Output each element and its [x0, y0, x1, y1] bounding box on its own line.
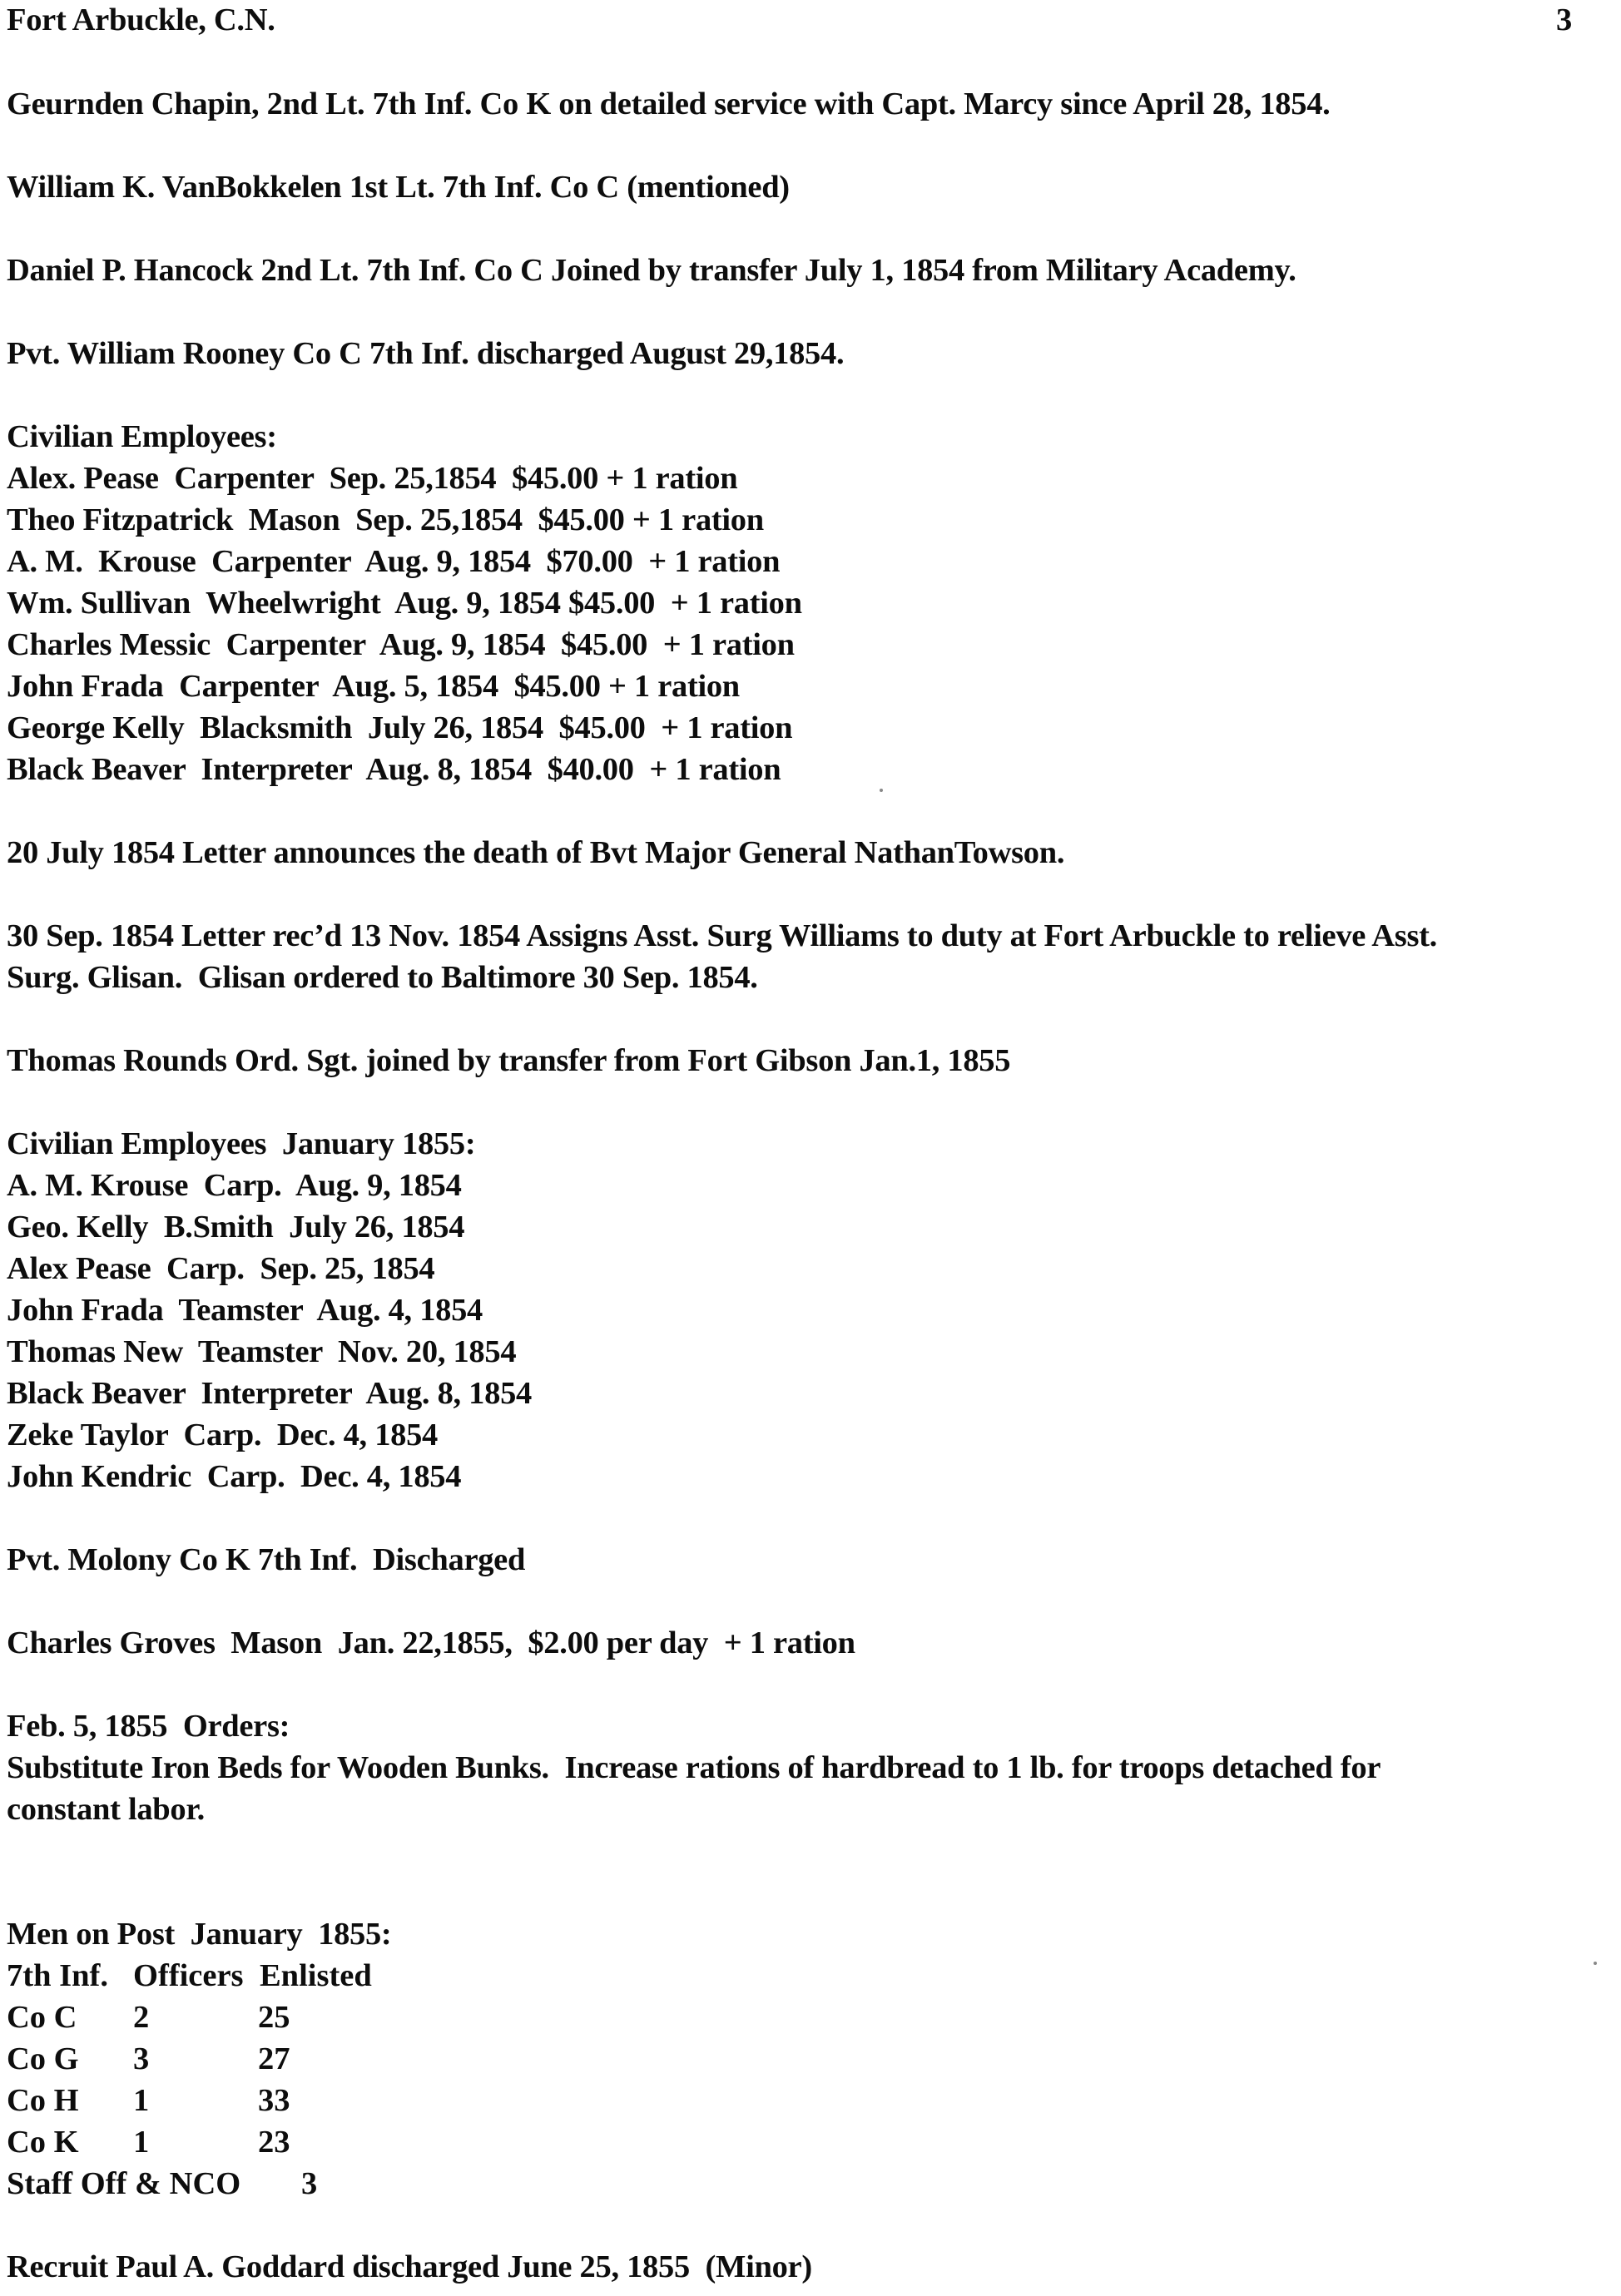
employee-row: John Frada Carpenter Aug. 5, 1854 $45.00 + 1 ration	[7, 669, 740, 704]
orders-heading: Feb. 5, 1855 Orders:	[7, 1709, 290, 1744]
employee-row: Wm. Sullivan Wheelwright Aug. 9, 1854 $45.00 + 1 ration	[7, 586, 802, 621]
employee-row: George Kelly Blacksmith July 26, 1854 $45.00 + 1 ration	[7, 710, 793, 745]
employee-row: Black Beaver Interpreter Aug. 8, 1854 $40.00 + 1 ration	[7, 752, 781, 787]
page-number: 3	[1556, 2, 1573, 37]
transfer-note: Thomas Rounds Ord. Sgt. joined by transfer from Fort Gibson Jan.1, 1855	[7, 1043, 1011, 1078]
table-header-officers: Officers	[133, 1958, 244, 1993]
employee-row: Charles Messic Carpenter Aug. 9, 1854 $45.00 + 1 ration	[7, 627, 795, 662]
table-cell-unit: Co G	[7, 2041, 79, 2076]
table-cell-officers: 2	[133, 2000, 150, 2035]
letter-note: Surg. Glisan. Glisan ordered to Baltimore 30 Sep. 1854.	[7, 960, 758, 995]
letter-note: 20 July 1854 Letter announces the death of Bvt Major General NathanTowson.	[7, 835, 1065, 870]
table-cell-officers: 3	[133, 2041, 150, 2076]
letter-note: 30 Sep. 1854 Letter rec’d 13 Nov. 1854 Assigns Asst. Surg Williams to duty at Fort Arbuckle to relieve Asst.	[7, 918, 1437, 953]
table-staff-value: 3	[301, 2166, 318, 2201]
table-cell-unit: Co C	[7, 2000, 77, 2035]
employee-row: A. M. Krouse Carpenter Aug. 9, 1854 $70.00 + 1 ration	[7, 544, 781, 579]
employee-row: Black Beaver Interpreter Aug. 8, 1854	[7, 1376, 532, 1411]
officer-entry: Geurnden Chapin, 2nd Lt. 7th Inf. Co K on detailed service with Capt. Marcy since April 28, 1854.	[7, 87, 1331, 121]
discharge-note: Pvt. Molony Co K 7th Inf. Discharged	[7, 1542, 526, 1577]
men-on-post-heading: Men on Post January 1855:	[7, 1917, 392, 1952]
table-cell-unit: Co K	[7, 2125, 79, 2160]
groves-note: Charles Groves Mason Jan. 22,1855, $2.00 per day + 1 ration	[7, 1626, 855, 1660]
table-cell-enlisted: 25	[258, 2000, 290, 2035]
orders-text: Substitute Iron Beds for Wooden Bunks. Increase rations of hardbread to 1 lb. for troops detached for	[7, 1750, 1381, 1785]
table-cell-enlisted: 27	[258, 2041, 290, 2076]
final-note: Recruit Paul A. Goddard discharged June 25, 1855 (Minor)	[7, 2249, 812, 2284]
employee-row: Alex. Pease Carpenter Sep. 25,1854 $45.00 + 1 ration	[7, 461, 738, 496]
table-cell-enlisted: 23	[258, 2125, 290, 2160]
table-cell-officers: 1	[133, 2125, 150, 2160]
employee-row: Geo. Kelly B.Smith July 26, 1854	[7, 1210, 465, 1244]
employee-row: John Kendric Carp. Dec. 4, 1854	[7, 1459, 462, 1494]
employee-row: Theo Fitzpatrick Mason Sep. 25,1854 $45.00 + 1 ration	[7, 502, 764, 537]
employee-row: A. M. Krouse Carp. Aug. 9, 1854	[7, 1168, 462, 1203]
employee-row: Thomas New Teamster Nov. 20, 1854	[7, 1334, 517, 1369]
table-staff-label: Staff Off & NCO	[7, 2166, 241, 2201]
table-cell-enlisted: 33	[258, 2083, 290, 2118]
scan-speck	[880, 789, 883, 792]
scan-speck	[1594, 1962, 1597, 1965]
table-header-enlisted: Enlisted	[260, 1958, 372, 1993]
orders-text: constant labor.	[7, 1792, 205, 1827]
officer-entry: William K. VanBokkelen 1st Lt. 7th Inf. Co C (mentioned)	[7, 170, 790, 205]
employee-row: Alex Pease Carp. Sep. 25, 1854	[7, 1251, 435, 1286]
officer-entry: Daniel P. Hancock 2nd Lt. 7th Inf. Co C Joined by transfer July 1, 1854 from Military Academy.	[7, 253, 1296, 288]
officer-entry: Pvt. William Rooney Co C 7th Inf. discharged August 29,1854.	[7, 336, 845, 371]
table-header-unit: 7th Inf.	[7, 1958, 108, 1993]
table-cell-officers: 1	[133, 2083, 150, 2118]
civilian-employees-1855-heading: Civilian Employees January 1855:	[7, 1126, 476, 1161]
civilian-employees-heading: Civilian Employees:	[7, 419, 277, 454]
table-cell-unit: Co H	[7, 2083, 79, 2118]
employee-row: Zeke Taylor Carp. Dec. 4, 1854	[7, 1418, 438, 1452]
page-header-title: Fort Arbuckle, C.N.	[7, 2, 275, 37]
employee-row: John Frada Teamster Aug. 4, 1854	[7, 1293, 483, 1328]
